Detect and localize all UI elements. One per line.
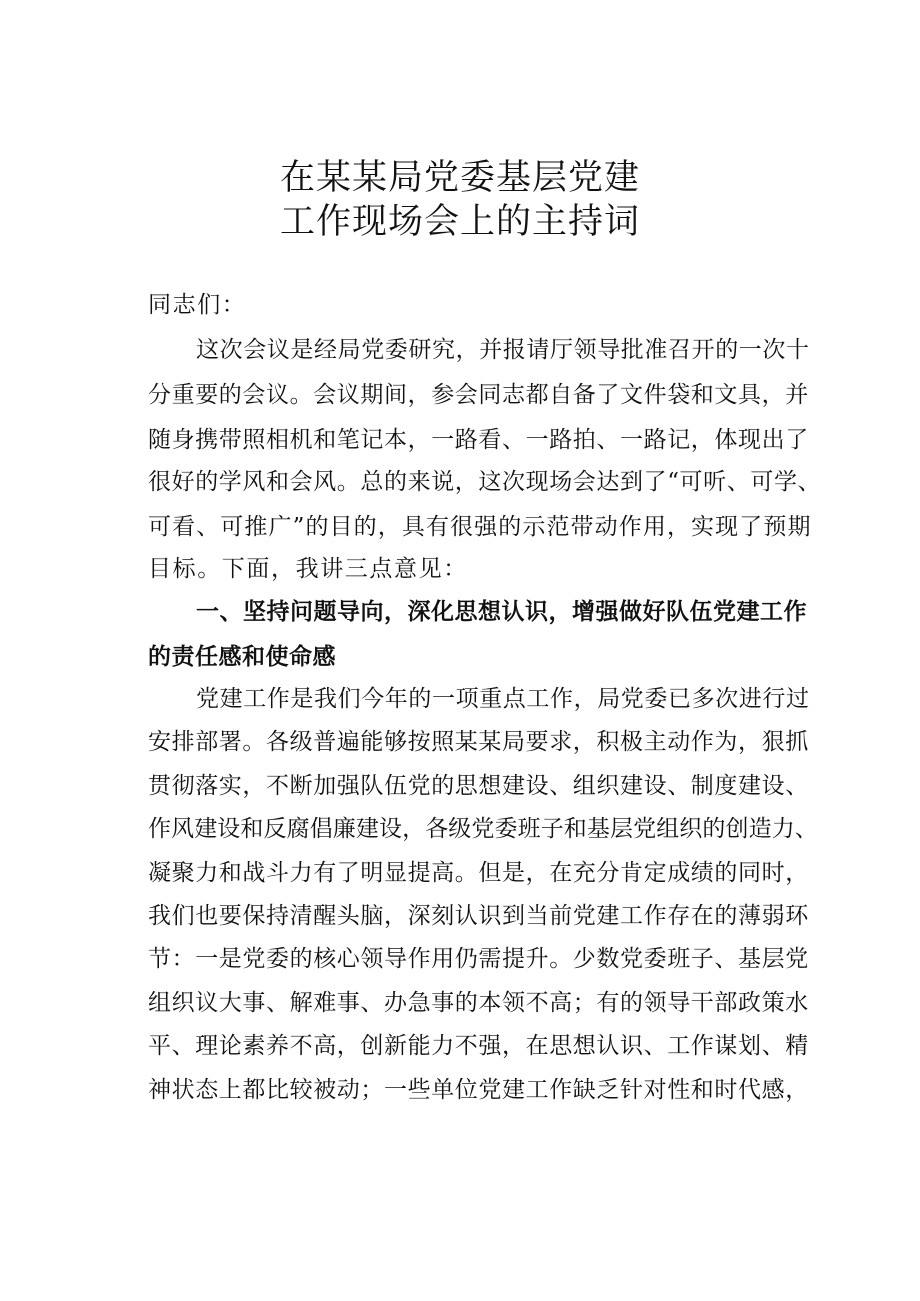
paragraph-line: 分重要的会议。会议期间，参会同志都自备了文件袋和文具，并 [148,382,809,408]
paragraph-line: 这次会议是经局党委研究，并报请厅领导批准召开的一次十 [196,337,810,363]
paragraph-line: 贯彻落实，不断加强队伍党的思想建设、组织建设、制度建设、 [148,773,809,799]
paragraph-line: 随身携带照相机和笔记本，一路看、一路拍、一路记，体现出了 [148,427,809,453]
paragraph-line: 很好的学风和会风。总的来说，这次现场会达到了“可听、可学、 [148,469,822,495]
paragraph-line: 安排部署。各级普遍能够按照某某局要求，积极主动作为，狠抓 [148,729,809,755]
paragraph-line: 神状态上都比较被动；一些单位党建工作缺乏针对性和时代感， [148,1077,809,1103]
paragraph-line: 可看、可推广”的目的，具有很强的示范带动作用，实现了预期 [148,514,812,540]
paragraph-line: 节：一是党委的核心领导作用仍需提升。少数党委班子、基层党 [148,946,809,972]
salutation: 同志们： [148,292,247,318]
paragraph-line: 党建工作是我们今年的一项重点工作，局党委已多次进行过 [196,686,810,712]
document-title-line-2: 工作现场会上的主持词 [279,202,640,242]
paragraph-line: 平、理论素养不高，创新能力不强，在思想认识、工作谋划、精 [148,1033,809,1059]
paragraph-line: 目标。下面，我讲三点意见： [148,556,468,582]
section-heading-line: 一、坚持问题导向，深化思想认识，增强做好队伍党建工作 [196,599,807,625]
document-title-line-1: 在某某局党委基层党建 [279,158,640,198]
paragraph-line: 作风建设和反腐倡廉建设，各级党委班子和基层党组织的创造力、 [148,816,818,842]
paragraph-line: 组织议大事、解难事、办急事的本领不高；有的领导干部政策水 [148,990,809,1016]
paragraph-line: 凝聚力和战斗力有了明显提高。但是，在充分肯定成绩的同时， [148,860,809,886]
section-heading-line: 的责任感和使命感 [148,644,336,670]
paragraph-line: 我们也要保持清醒头脑，深刻认识到当前党建工作存在的薄弱环 [148,903,809,929]
